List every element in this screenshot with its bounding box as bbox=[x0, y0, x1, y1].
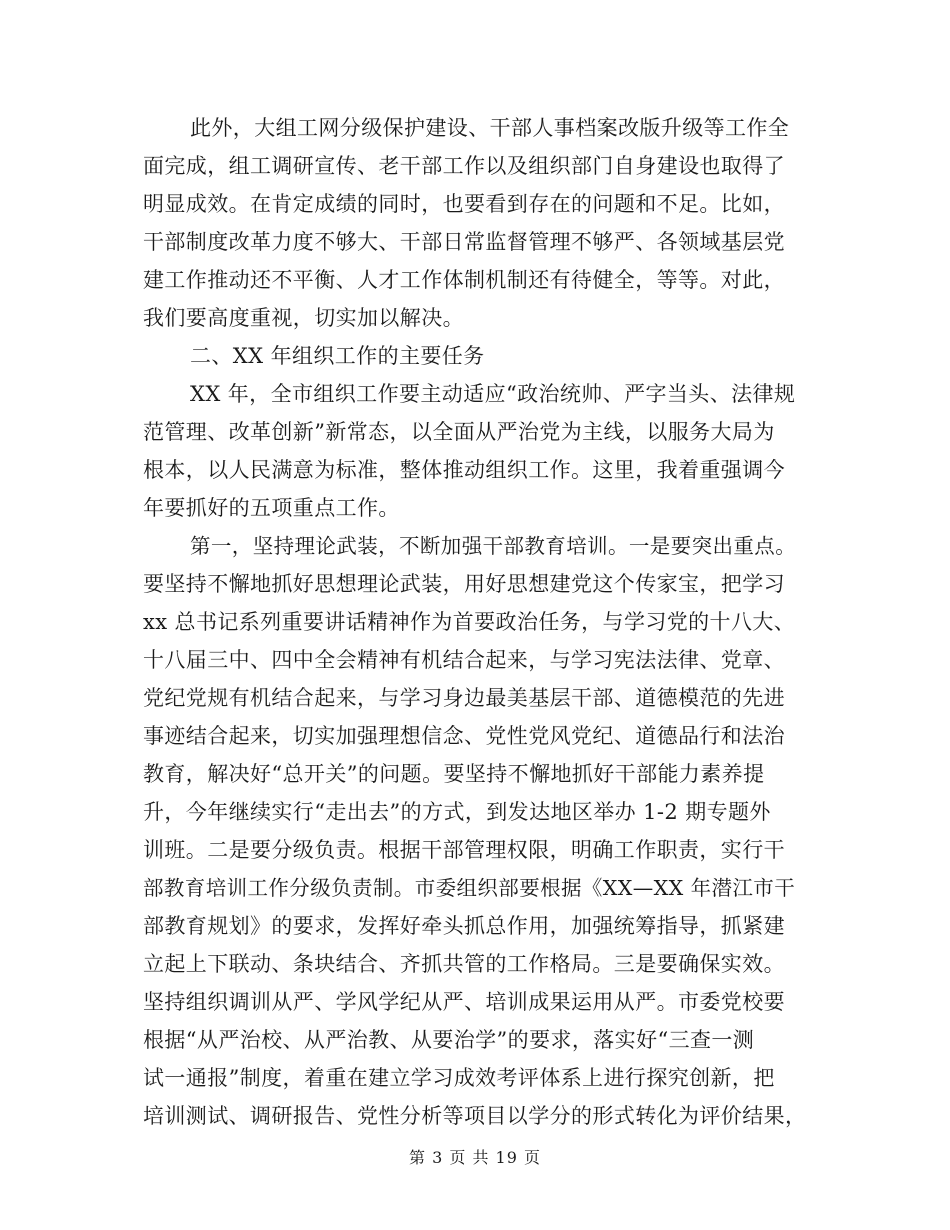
section-heading: 二、XX 年组织工作的主要任务 bbox=[190, 344, 485, 368]
text-line: 十八届三中、四中全会精神有机结合起来，与学习宪法法律、党章、 bbox=[143, 648, 785, 672]
text-line: XX 年，全市组织工作要主动适应“政治统帅、严字当头、法律规 bbox=[190, 382, 796, 406]
text-line: 党纪党规有机结合起来，与学习身边最美基层干部、道德模范的先进 bbox=[143, 686, 785, 710]
text-line: 要坚持不懈地抓好思想理论武装，用好思想建党这个传家宝，把学习 bbox=[143, 572, 785, 596]
text-line: 升，今年继续实行“走出去”的方式，到发达地区举办 1-2 期专题外 bbox=[143, 800, 771, 824]
text-line: 年要抓好的五项重点工作。 bbox=[143, 496, 400, 520]
text-line: 教育，解决好“总开关”的问题。要坚持不懈地抓好干部能力素养提 bbox=[143, 762, 765, 786]
text-line: 培训测试、调研报告、党性分析等项目以学分的形式转化为评价结果， bbox=[143, 1104, 807, 1128]
text-line: 面完成，组工调研宣传、老干部工作以及组织部门自身建设也取得了 bbox=[143, 154, 785, 178]
page-number-footer: 第 3 页 共 19 页 bbox=[409, 1148, 541, 1167]
text-line: xx 总书记系列重要讲话精神作为首要政治任务，与学习党的十八大、 bbox=[143, 610, 796, 634]
text-line: 训班。二是要分级负责。根据干部管理权限，明确工作职责，实行干 bbox=[143, 838, 785, 862]
text-line: 部教育培训工作分级负责制。市委组织部要根据《XX—XX 年潜江市干 bbox=[143, 876, 796, 900]
text-line: 根据“从严治校、从严治教、从要治学”的要求，落实好“三查一测 bbox=[143, 1028, 755, 1052]
text-line: 立起上下联动、条块结合、齐抓共管的工作格局。三是要确保实效。 bbox=[143, 952, 785, 976]
text-line: 部教育规划》的要求，发挥好牵头抓总作用，加强统筹指导，抓紧建 bbox=[143, 914, 785, 938]
text-line: 明显成效。在肯定成绩的同时，也要看到存在的问题和不足。比如， bbox=[143, 192, 785, 216]
text-line: 坚持组织调训从严、学风学纪从严、培训成果运用从严。市委党校要 bbox=[143, 990, 785, 1014]
text-line: 事迹结合起来，切实加强理想信念、党性党风党纪、道德品行和法治 bbox=[143, 724, 785, 748]
text-line: 此外，大组工网分级保护建设、干部人事档案改版升级等工作全 bbox=[190, 116, 790, 140]
text-line: 根本，以人民满意为标准，整体推动组织工作。这里，我着重强调今 bbox=[143, 458, 785, 482]
text-line: 干部制度改革力度不够大、干部日常监督管理不够严、各领域基层党 bbox=[143, 230, 785, 254]
text-line: 第一，坚持理论武装，不断加强干部教育培训。一是要突出重点。 bbox=[190, 534, 797, 558]
text-line: 建工作推动还不平衡、人才工作体制机制还有待健全，等等。对此， bbox=[143, 268, 785, 292]
text-line: 试一通报”制度，着重在建立学习成效考评体系上进行探究创新，把 bbox=[143, 1066, 775, 1090]
text-line: 我们要高度重视，切实加以解决。 bbox=[143, 306, 464, 330]
text-line: 范管理、改革创新”新常态，以全面从严治党为主线，以服务大局为 bbox=[143, 420, 775, 444]
